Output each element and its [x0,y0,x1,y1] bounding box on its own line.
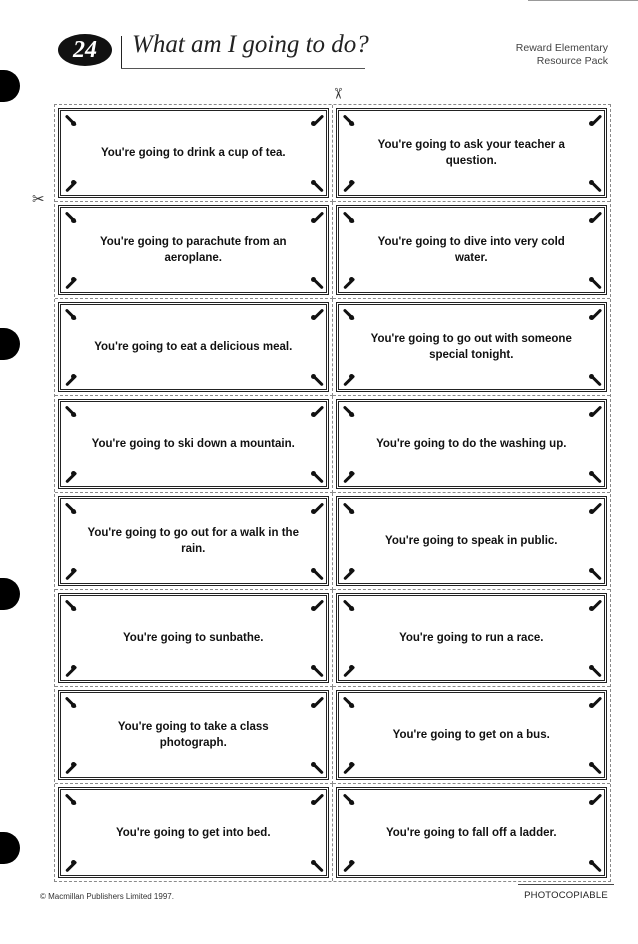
pencil-corner-icon [343,309,353,319]
card-text: You're going to ask your teacher a question. [377,139,565,167]
card-text: You're going to take a class photograph. [117,721,269,749]
card[interactable] [58,108,329,198]
card-cell [333,202,611,299]
pencil-corner-icon [590,763,600,773]
photocopiable-label: PHOTOCOPIABLE [524,890,608,901]
pencil-corner-icon [65,375,75,385]
pencil-corner-icon [312,697,322,707]
pencil-corner-icon [590,472,600,482]
pencil-corner-icon [343,503,353,513]
pencil-corner-icon [65,600,75,610]
pencil-corner-icon [65,697,75,707]
photocopiable-rule [518,884,614,885]
card[interactable] [336,496,608,586]
card[interactable] [336,302,608,392]
card[interactable] [336,108,608,198]
card-text: You're going to parachute from an aeroplane. [99,236,287,264]
pencil-corner-icon [312,794,322,804]
pencil-corner-icon [590,503,600,513]
card-text: You're going to eat a delicious meal. [94,341,293,353]
pencil-corner-icon [65,503,75,513]
pencil-corner-icon [65,861,75,871]
pencil-corner-icon [312,666,322,676]
pencil-corner-icon [65,472,75,482]
card[interactable] [58,690,329,780]
card[interactable] [58,787,329,878]
card-cell [333,493,611,590]
card[interactable] [336,690,608,780]
pencil-corner-icon [590,406,600,416]
card-text: You're going to ski down a mountain. [91,438,295,450]
pencil-corner-icon [343,569,353,579]
card[interactable] [58,302,329,392]
binder-hole [0,328,20,360]
pencil-corner-icon [590,794,600,804]
pencil-corner-icon [312,503,322,513]
pencil-corner-icon [590,375,600,385]
card-text: You're going to drink a cup of tea. [100,147,286,159]
page-title: What am I going to do? [132,31,369,58]
pencil-corner-icon [343,697,353,707]
pencil-corner-icon [312,763,322,773]
card-cell [333,784,611,881]
pencil-corner-icon [343,375,353,385]
pencil-corner-icon [590,115,600,125]
pencil-corner-icon [65,309,75,319]
card[interactable] [336,205,608,295]
card-cell [333,299,611,396]
pencil-corner-icon [65,569,75,579]
pencil-corner-icon [590,697,600,707]
pencil-corner-icon [343,666,353,676]
card-text: You're going to go out for a walk in the rain. [87,527,299,555]
pencil-corner-icon [343,861,353,871]
pencil-corner-icon [343,406,353,416]
card-cell [55,687,333,784]
binder-hole [0,70,20,102]
pencil-corner-icon [343,794,353,804]
pencil-corner-icon [590,569,600,579]
pencil-corner-icon [312,406,322,416]
card-cell [55,396,333,493]
pencil-corner-icon [312,181,322,191]
pencil-corner-icon [312,212,322,222]
pencil-corner-icon [65,763,75,773]
card[interactable] [58,399,329,489]
pencil-corner-icon [65,794,75,804]
pencil-corner-icon [65,666,75,676]
pencil-corner-icon [343,212,353,222]
scissors-icon: ✂ [32,191,45,208]
copyright-notice: © Macmillan Publishers Limited 1997. [40,892,174,901]
pencil-corner-icon [590,600,600,610]
publisher-line-2: Resource Pack [536,55,608,67]
pencil-corner-icon [65,181,75,191]
binder-hole [0,578,20,610]
card-text: You're going to get into bed. [115,826,271,839]
card-grid [54,104,611,882]
card-cell [333,105,611,202]
scissors-icon: ✂ [328,87,346,100]
pencil-corner-icon [312,115,322,125]
pencil-corner-icon [65,406,75,416]
card-text: You're going to speak in public. [385,535,558,547]
card-text: You're going to sunbathe. [122,632,264,644]
pencil-corner-icon [343,472,353,482]
title-divider [121,36,122,68]
card-cell [55,784,333,881]
publisher-info [516,42,608,68]
title-underline [121,68,365,69]
pencil-corner-icon [312,600,322,610]
pencil-corner-icon [343,115,353,125]
pencil-corner-icon [312,375,322,385]
pencil-corner-icon [343,763,353,773]
card-text: You're going to do the washing up. [376,438,567,450]
card[interactable] [58,205,329,295]
pencil-corner-icon [590,278,600,288]
card-cell [333,590,611,687]
pencil-corner-icon [590,861,600,871]
pencil-corner-icon [590,181,600,191]
card-text: You're going to get on a bus. [392,729,550,741]
card-cell [55,493,333,590]
card-cell [55,590,333,687]
card-text: You're going to fall off a ladder. [385,826,557,839]
card-cell [55,202,333,299]
pencil-corner-icon [590,212,600,222]
pencil-corner-icon [65,212,75,222]
card-text: You're going to run a race. [399,632,544,644]
card[interactable] [336,399,608,489]
pencil-corner-icon [65,278,75,288]
card[interactable] [336,787,608,878]
pencil-corner-icon [312,472,322,482]
publisher-line-1: Reward Elementary [515,42,608,54]
card[interactable] [58,496,329,586]
top-edge-rule [528,0,638,1]
pencil-corner-icon [312,569,322,579]
card-text: You're going to dive into very cold water. [377,236,565,264]
unit-number-badge: 24 [58,34,112,66]
card[interactable] [58,593,329,683]
card-cell [333,396,611,493]
card-cell [55,105,333,202]
card-cell [333,687,611,784]
pencil-corner-icon [590,666,600,676]
pencil-corner-icon [312,309,322,319]
pencil-corner-icon [343,278,353,288]
pencil-corner-icon [590,309,600,319]
pencil-corner-icon [312,278,322,288]
card-cell [55,299,333,396]
binder-hole [0,832,20,864]
card-text: You're going to go out with someone special tonight. [370,333,572,361]
pencil-corner-icon [65,115,75,125]
pencil-corner-icon [343,600,353,610]
pencil-corner-icon [312,861,322,871]
pencil-corner-icon [343,181,353,191]
card[interactable] [336,593,608,683]
